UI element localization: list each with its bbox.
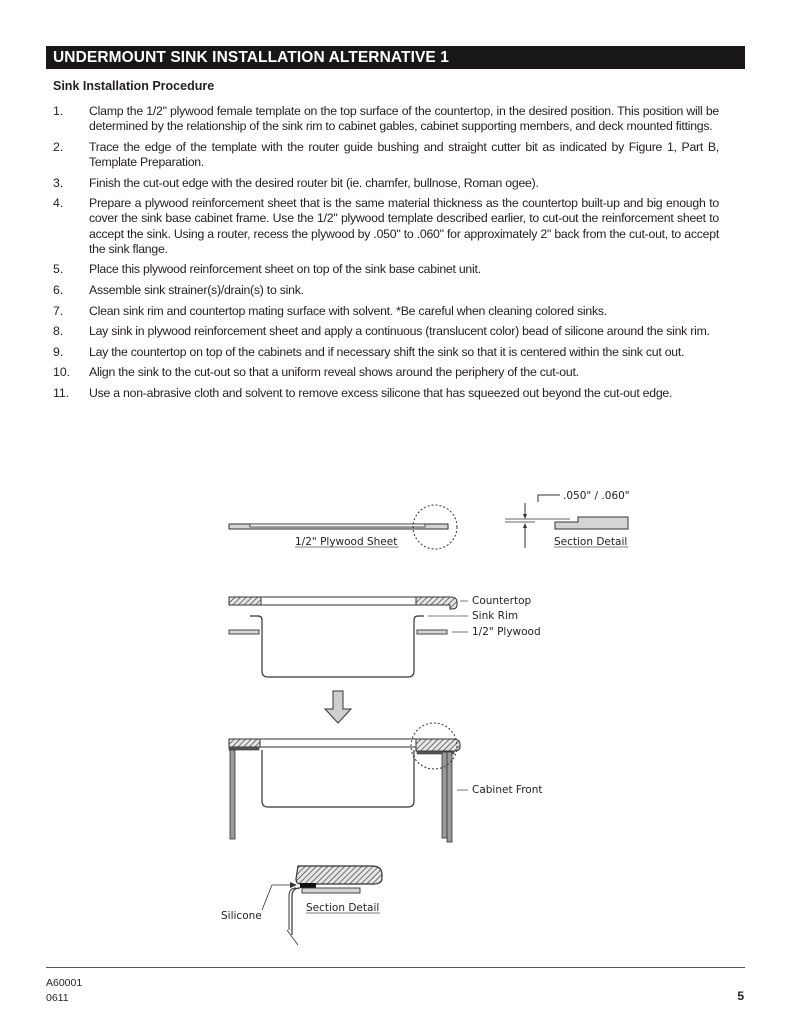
assembled-figure <box>229 723 542 842</box>
plywood-sheet-label: 1/2" Plywood Sheet <box>295 536 398 548</box>
step-number: 9. <box>53 344 64 359</box>
footer-divider <box>46 967 745 968</box>
procedure-heading: Sink Installation Procedure <box>53 79 215 93</box>
step-number: 10. <box>53 365 71 380</box>
step-number: 6. <box>53 282 64 297</box>
plywood-sheet-figure <box>229 505 457 549</box>
cabinet-front-label: Cabinet Front <box>472 784 543 796</box>
step-text: Clean sink rim and countertop mating surface with solvent. *Be careful when cleaning colored sinks. <box>89 303 607 318</box>
step-text: Trace the edge of the template with the router guide bushing and straight cutter bit as indicated by Figure 1, Part B, Template Preparation. <box>89 139 719 169</box>
recess-dimension-label: .050" / .060" <box>563 490 630 502</box>
silicone-label: Silicone <box>221 910 262 922</box>
recess-section-detail <box>505 490 630 548</box>
step-text: Lay sink in plywood reinforcement sheet and apply a continuous (translucent color) bead of silicone around the sink rim. <box>89 324 710 339</box>
date-code: 0611 <box>46 992 69 1004</box>
step-number: 11. <box>53 385 70 400</box>
section-title-bar: UNDERMOUNT SINK INSTALLATION ALTERNATIVE 1 <box>46 46 745 69</box>
step-text: Finish the cut-out edge with the desired router bit (ie. chamfer, bullnose, Roman ogee). <box>89 175 539 190</box>
step-text: Clamp the 1/2" plywood female template on the top surface of the countertop, in the desired position. This position will be determined by the relationship of the sink rim to cabinet gables, cabinet supporting members, and deck mounted fittings. <box>89 104 719 134</box>
step-number: 2. <box>53 139 64 154</box>
step-number: 5. <box>53 262 64 277</box>
section-detail-label: Section Detail <box>554 536 628 548</box>
step-text: Lay the countertop on top of the cabinets and if necessary shift the sink so that it is centered within the sink cut out. <box>89 344 685 359</box>
step-text: Align the sink to the cut-out so that a uniform reveal shows around the periphery of the cut-out. <box>89 365 579 380</box>
step-number: 4. <box>53 196 64 211</box>
step-text: Place this plywood reinforcement sheet on top of the sink base cabinet unit. <box>89 262 481 277</box>
step-text: Use a non-abrasive cloth and solvent to remove excess silicone that has squeezed out beyond the cut-out edge. <box>89 385 673 400</box>
plywood-label: 1/2" Plywood <box>472 626 541 638</box>
step-number: 3. <box>53 175 64 190</box>
countertop-label: Countertop <box>472 595 532 607</box>
section-detail-label-bottom: Section Detail <box>306 902 380 914</box>
silicone-section-detail <box>221 866 382 945</box>
exploded-assembly-figure <box>229 595 541 677</box>
step-text: Assemble sink strainer(s)/drain(s) to sink. <box>89 282 304 297</box>
sink-rim-label: Sink Rim <box>472 610 519 622</box>
footer-codes <box>46 976 82 1006</box>
down-arrow-icon <box>325 691 351 723</box>
step-number: 8. <box>53 324 64 339</box>
step-text: Prepare a plywood reinforcement sheet that is the same material thickness as the countertop built-up and big enough to cover the sink base cabinet frame. Use the 1/2" plywood template described earlier, to cut-out the reinforcement sheet to accept the sink. Using a router, recess the plywood by .050" to .060" for approximately 2" back from the cut-out, to accept the sink flange. <box>89 196 719 256</box>
page-number: 5 <box>737 989 744 1003</box>
step-number: 1. <box>53 104 64 118</box>
document-code: A60001 <box>46 977 83 989</box>
step-number: 7. <box>53 303 64 318</box>
